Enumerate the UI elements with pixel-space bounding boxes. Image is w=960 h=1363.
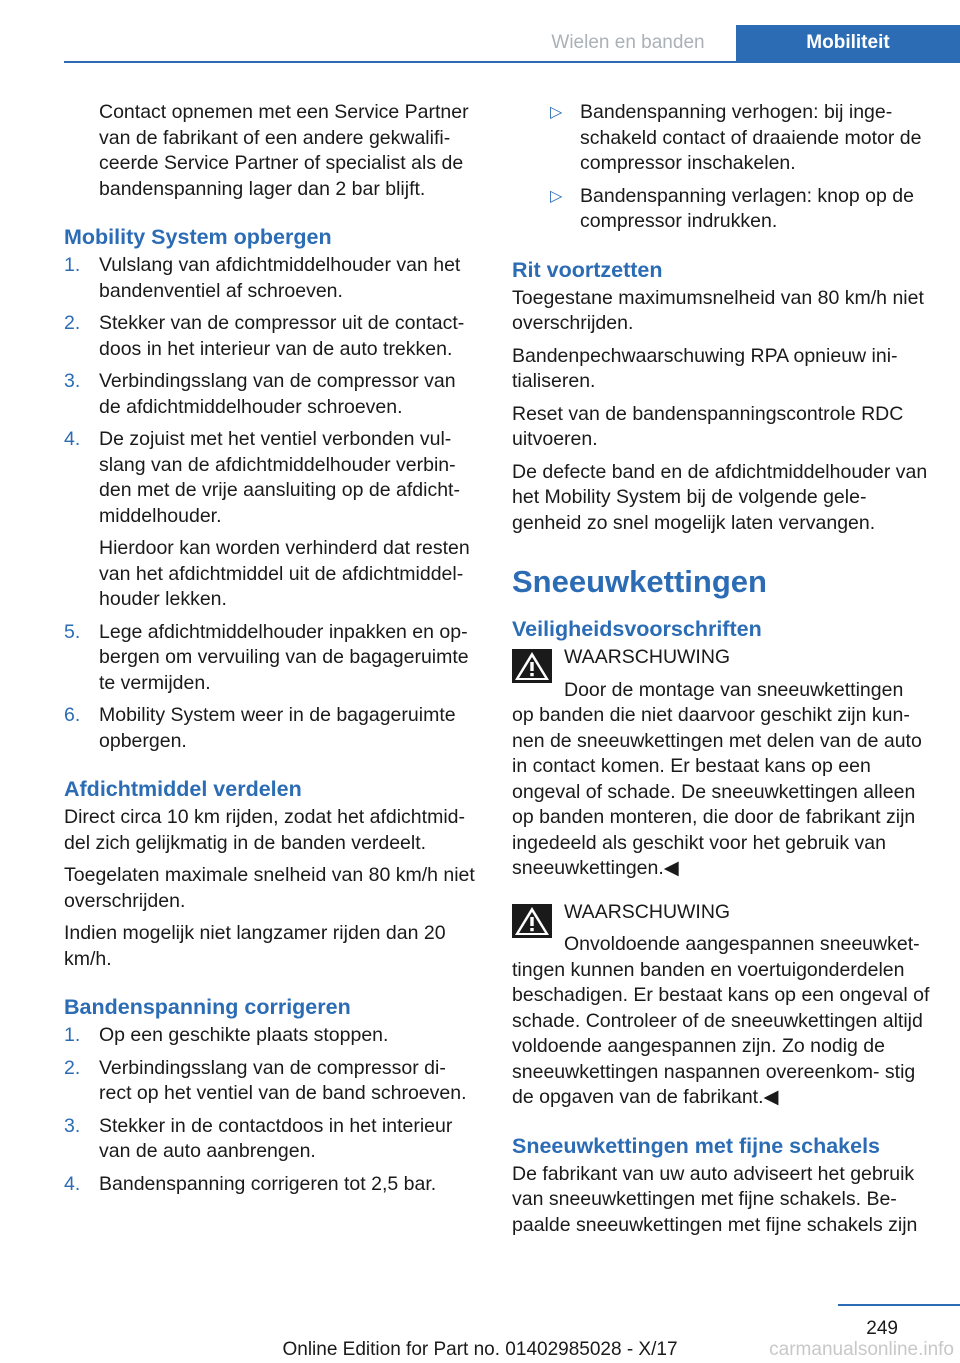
step-note: Hierdoor kan worden verhinderd dat resten van het afdichtmiddel uit de afdichtmiddel‐ houder lekken.	[99, 537, 470, 610]
step-text: Stekker in de contactdoos in het interieur van de auto aanbrengen.	[99, 1114, 453, 1162]
list-item	[64, 369, 482, 420]
warning-text: Door de montage van sneeuwkettingen op banden die niet daarvoor geschikt zijn kun‐ nen de sneeuwkettingen met delen van de auto in contact komen. Er bestaat kans op een ongeval of schade. De sneeuwkettingen alleen op banden monteren, die door de fabrikant zijn ingedeeld als geschikt voor het gebruik van sneeuwkettingen.◀	[512, 678, 922, 879]
bullet-text: Bandenspanning verlagen: knop op de compressor indrukken.	[580, 184, 914, 232]
triangle-bullet-icon: ▷	[550, 104, 563, 121]
bullet-text: Bandenspanning verhogen: bij inge‐ schakeld contact of draaiende motor de compressor inschakelen.	[580, 101, 922, 174]
list-item	[64, 1114, 482, 1165]
page-number: 249	[866, 1318, 898, 1339]
left-column	[64, 100, 482, 1204]
list-item	[64, 1023, 482, 1049]
intro-paragraph: Contact opnemen met een Service Partner van de fabrikant of een andere gekwalifi‐ ceerde Service Partner of specialist als de bandenspanning lager dan 2 bar blijft.	[99, 101, 469, 200]
warning-block	[512, 900, 930, 1111]
step-number: 3.	[64, 370, 81, 392]
step-text: Mobility System weer in de bagageruimte opbergen.	[99, 704, 456, 752]
footer-rule	[838, 1304, 960, 1306]
watermark: carmanualsonline.info	[769, 1339, 954, 1360]
continue-paragraph-3: Reset van de bandenspanningscontrole RDC uitvoeren.	[512, 402, 904, 450]
list-item	[64, 427, 482, 529]
continue-paragraph-2: Bandenpechwaarschuwing RPA opnieuw ini‐ tialiseren.	[512, 344, 898, 392]
step-text: Bandenspanning corrigeren tot 2,5 bar.	[99, 1172, 437, 1195]
chapter-tab: Mobiliteit	[736, 25, 960, 61]
heading-mobility-store: Mobility System opbergen	[64, 225, 332, 249]
distribute-paragraph-2: Toegelaten maximale snelheid van 80 km/h niet overschrijden.	[64, 864, 475, 912]
edition-line: Online Edition for Part no. 01402985028 - X/17	[282, 1339, 678, 1360]
list-item	[64, 1172, 482, 1198]
list-item	[64, 703, 482, 754]
header-rule	[64, 61, 960, 63]
heading-distribute: Afdichtmiddel verdelen	[64, 777, 302, 801]
step-text: Verbindingsslang van de compressor di‐ rect op het ventiel van de band schroeven.	[99, 1056, 467, 1104]
heading-continue-drive: Rit voortzetten	[512, 257, 663, 282]
section-tab: Wielen en banden	[551, 32, 705, 53]
list-item	[64, 253, 482, 304]
step-text: Verbindingsslang van de compressor van de afdichtmiddelhouder schroeven.	[99, 370, 456, 418]
fine-paragraph: De fabrikant van uw auto adviseert het gebruik van sneeuwkettingen met fijne schakels. Be‐ paalde sneeuwkettingen met fijne schakels zijn	[512, 1162, 918, 1236]
step-number: 1.	[64, 1024, 81, 1046]
list-item	[64, 1056, 482, 1107]
step-text: Op een geschikte plaats stoppen.	[99, 1024, 389, 1046]
page-header	[0, 25, 960, 63]
warning-text: Onvoldoende aangespannen sneeuwket‐ tingen kunnen banden en voertuigonderdelen beschadigen. Er bestaat kans op een ongeval of schade. Controleer of de sneeuwkettingen altijd voldoende aangespannen zijn. Zo nodig de sneeuwkettingen naspannen overeenkom‐ stig de opgaven van de fabrikant.◀	[512, 933, 930, 1108]
step-number: 4.	[64, 1172, 81, 1195]
step-number: 2.	[64, 1056, 81, 1079]
distribute-paragraph-1: Direct circa 10 km rijden, zodat het afdichtmid‐ del zich gelijkmatig in de banden verdeelt.	[64, 806, 465, 854]
warning-title: WAARSCHUWING	[564, 646, 731, 668]
step-text: Lege afdichtmiddelhouder inpakken en op‐ bergen om vervuiling van de bagageruimte te vermijden.	[99, 620, 469, 694]
correct-steps-list	[64, 1023, 482, 1197]
step-number: 2.	[64, 312, 81, 334]
list-item	[64, 311, 482, 362]
step-number: 6.	[64, 704, 81, 726]
heading-snow-chains: Sneeuwkettingen	[512, 564, 767, 599]
list-item	[64, 620, 482, 697]
warning-triangle-icon	[512, 649, 552, 683]
warning-title: WAARSCHUWING	[564, 900, 731, 923]
heading-correct-pressure: Bandenspanning corrigeren	[64, 995, 351, 1019]
store-steps-list	[64, 253, 482, 754]
warning-triangle-icon	[512, 904, 552, 938]
step-text: De zojuist met het ventiel verbonden vul‐ slang van de afdichtmiddelhouder verbin‐ den met de vrije aansluiting op de afdicht‐ middelhouder.	[99, 428, 460, 527]
list-item	[512, 184, 930, 235]
continue-paragraph-1: Toegestane maximumsnelheid van 80 km/h niet overschrijden.	[512, 286, 924, 334]
step-text: Stekker van de compressor uit de contact‐ doos in het interieur van de auto trekken.	[99, 312, 465, 360]
warning-block	[512, 645, 930, 882]
triangle-bullet-icon: ▷	[550, 187, 563, 205]
heading-safety: Veiligheidsvoorschriften	[512, 617, 762, 641]
right-column	[512, 100, 930, 1245]
list-item	[512, 100, 930, 177]
step-text: Vulslang van afdichtmiddelhouder van het bandenventiel af schroeven.	[99, 254, 461, 302]
step-number: 1.	[64, 254, 81, 276]
heading-fine-chains: Sneeuwkettingen met fijne schakels	[512, 1133, 881, 1158]
step-number: 4.	[64, 428, 81, 450]
step-number: 3.	[64, 1114, 81, 1137]
continue-paragraph-4: De defecte band en de afdichtmiddelhouder van het Mobility System bij de volgende gele‐ genheid zo snel mogelijk laten vervangen.	[512, 460, 928, 534]
step-number: 5.	[64, 620, 81, 643]
distribute-paragraph-3: Indien mogelijk niet langzamer rijden dan 20 km/h.	[64, 922, 446, 970]
